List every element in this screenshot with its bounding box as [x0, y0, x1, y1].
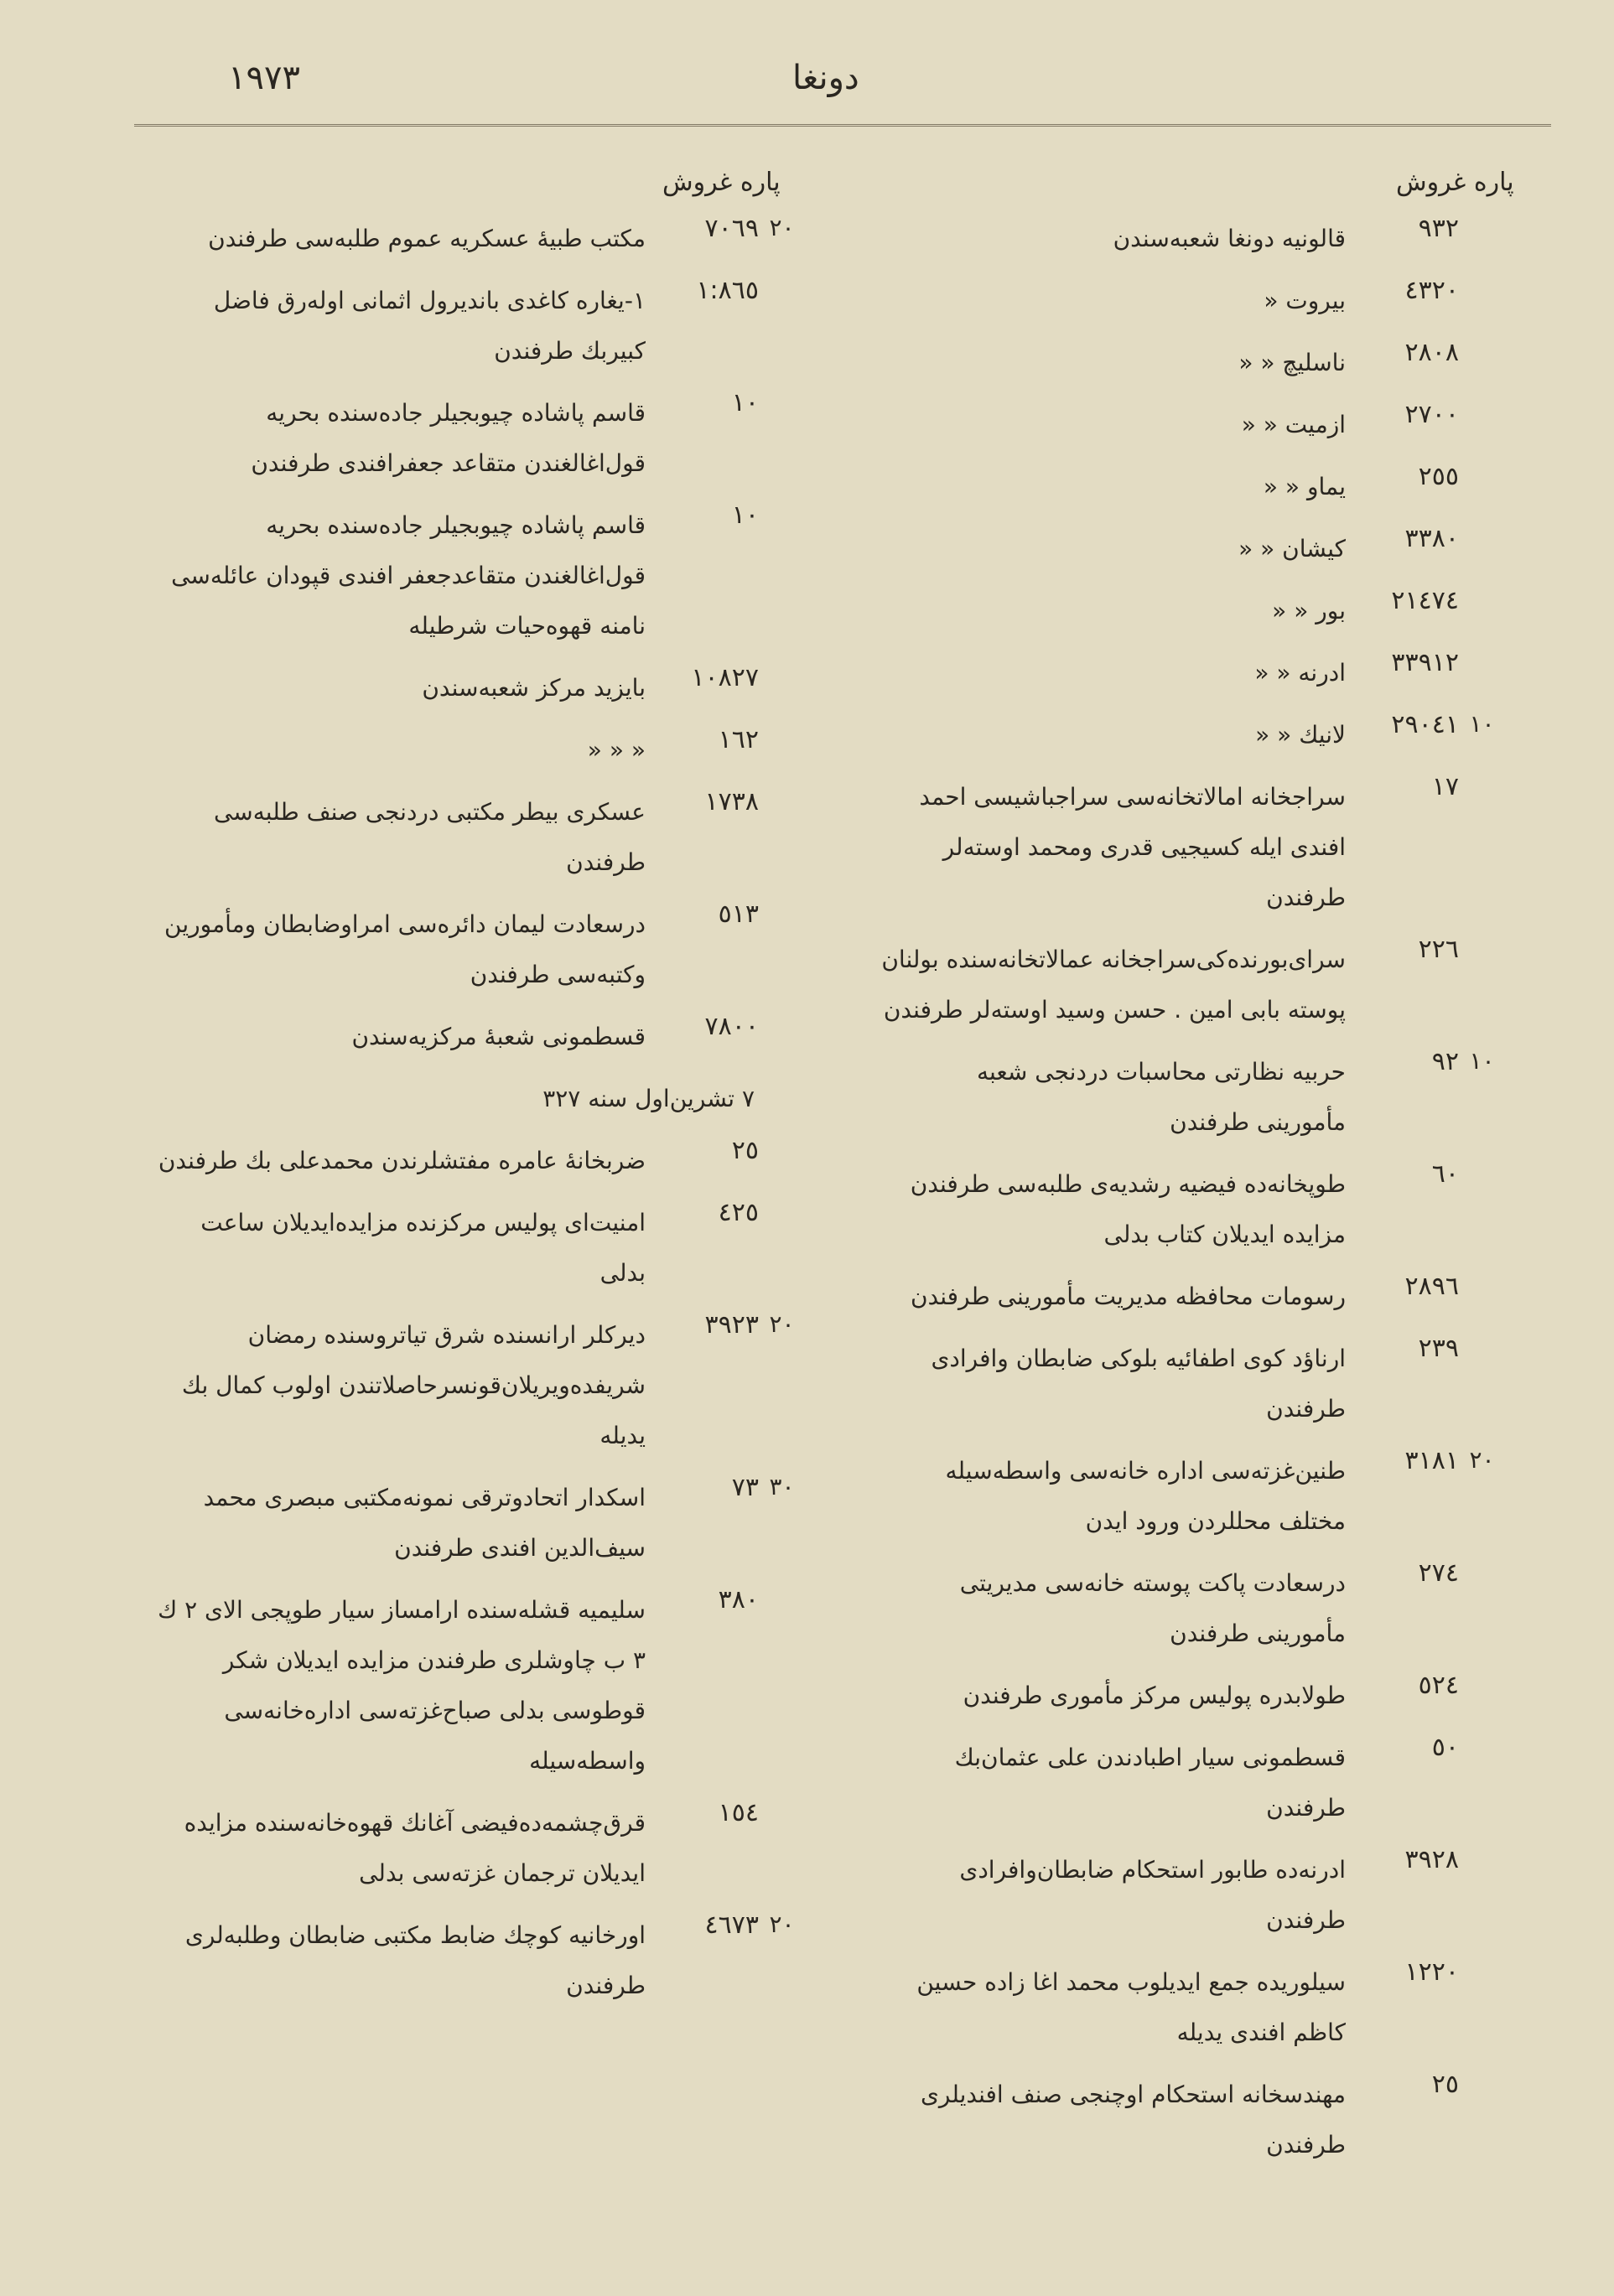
right-column-header: پاره غروش [1396, 168, 1514, 197]
entry-amount: ٤٦٧٣ [704, 1910, 759, 1940]
donation-entry [151, 1012, 805, 1062]
entry-amount: ١٦٢ [718, 725, 759, 754]
entry-para: ١٠ [1469, 1047, 1495, 1075]
entry-amount: ٣٣٨٠ [1404, 524, 1459, 553]
donation-entry [880, 462, 1505, 512]
donation-entry [880, 276, 1505, 326]
entry-text: مكتب طبيهٔ عسكريه عموم طلبه‌سی طرفندن [208, 225, 646, 252]
entry-text: بيروت « [1264, 287, 1346, 314]
donation-entry [151, 787, 805, 888]
page-title: دونغا [792, 59, 859, 97]
entry-amount: ٤٣٢٠ [1404, 276, 1459, 305]
entry-text: كيشان « « [1238, 535, 1346, 562]
donation-entry [880, 1558, 1505, 1659]
donation-entry [880, 400, 1505, 450]
entry-para: ٢٠ [1469, 1446, 1495, 1474]
entry-amount: ١٠ [731, 500, 759, 530]
entry-text: قرق‌چشمه‌ده‌فيضی آغانك قهوه‌خانه‌سنده مزايده ايديلان ترجمان غزته‌سی بدلی [184, 1809, 646, 1887]
donation-entry [880, 524, 1505, 574]
entry-amount: ٢١٤٧٤ [1391, 586, 1459, 615]
entry-para: ٢٠ [769, 1910, 795, 1938]
donation-entry [880, 710, 1505, 760]
entry-amount: ١٧ [1431, 772, 1459, 801]
donation-entry [151, 899, 805, 1000]
donation-entry [880, 338, 1505, 388]
entry-amount: ٥٢٤ [1418, 1671, 1459, 1700]
left-column-header: پاره غروش [662, 168, 781, 197]
entry-para: ١٠ [1469, 710, 1495, 738]
donation-entry [151, 214, 805, 264]
page-number: ١٩٧٣ [228, 59, 300, 97]
entry-text: طولابدره پوليس مركز مأموری طرفندن [963, 1682, 1346, 1709]
entry-text: يماو « « [1263, 473, 1346, 500]
donation-entry [880, 1334, 1505, 1434]
entry-amount: ٤٢٥ [718, 1198, 759, 1227]
donation-entry [880, 772, 1505, 923]
entry-amount: ٢٧٤ [1418, 1558, 1459, 1588]
entry-text: سليميه قشله‌سنده ارامساز سيار طوپجی الای ٢ ك ٣ ب چاوشلری طرفندن مزايده ايديلان شكر قوطوسی بدلی صباح‌غزته‌سی اداره‌خانه‌سی واسطه‌سيله [158, 1596, 646, 1775]
header-divider [134, 124, 1551, 138]
donation-entry [880, 1845, 1505, 1946]
entry-amount: ٢٢٦ [1418, 935, 1459, 964]
entry-text: ديركلر ارانسنده شرق تياتروسنده رمضان شريفده‌ويريلان‌قونسرحاصلاتندن اولوب كمال بك يديله [181, 1321, 646, 1449]
entry-amount: ٧٨٠٠ [704, 1012, 759, 1041]
entry-text: ادرنه « « [1254, 659, 1346, 687]
donation-entry [880, 1733, 1505, 1833]
entry-text: ازميت « « [1241, 411, 1346, 438]
entry-amount: ٢٨٠٨ [1404, 338, 1459, 367]
entry-amount: ٩٢ [1431, 1047, 1459, 1076]
entry-text: اورخانيه كوچك ضابط مكتبی ضابطان وطلبه‌لری طرفندن [184, 1921, 646, 1999]
entry-text: بور « « [1272, 597, 1346, 625]
donation-entry [880, 1159, 1505, 1260]
donation-entry [880, 648, 1505, 698]
entry-amount: ٢٧٠٠ [1404, 400, 1459, 429]
donation-entry [880, 214, 1505, 264]
entry-amount: ٥١٣ [718, 899, 759, 929]
entry-para: ٣٠ [769, 1473, 795, 1500]
entry-text: درسعادت ليمان دائره‌سی امراوضابطان ومأمورين وكتبه‌سی طرفندن [164, 910, 646, 988]
entry-text: حربيه نظارتی محاسبات دردنجی شعبه مأمورينی طرفندن [976, 1058, 1346, 1136]
entry-amount: ٣٨٠ [718, 1585, 759, 1614]
entry-text: طوپخانه‌ده فيضيه رشديه‌ی طلبه‌سی طرفندن مزايده ايديلان كتاب بدلی [910, 1170, 1346, 1248]
entry-amount: ٣٩٢٣ [704, 1310, 759, 1340]
donation-entry [880, 1272, 1505, 1322]
donation-entry [151, 1585, 805, 1786]
donation-entry [151, 500, 805, 651]
entry-text: مهندسخانه استحكام اوچنجی صنف افنديلری طرفندن [920, 2081, 1346, 2159]
entry-text: ارناؤد كوی اطفائيه بلوكی ضابطان وافرادی طرفندن [931, 1345, 1346, 1423]
entry-amount: ٢٩٠٤١ [1391, 710, 1459, 739]
entry-amount: ٣٩٢٨ [1404, 1845, 1459, 1874]
entry-text: امنيت‌ای پوليس مركزنده مزايده‌ايديلان ساعت بدلی [200, 1209, 646, 1287]
left-column [151, 214, 805, 2023]
entry-text: قسطمونی شعبهٔ مركزيه‌سندن [351, 1023, 646, 1050]
donation-entry [151, 276, 805, 376]
entry-amount: ١٠ [731, 388, 759, 417]
donation-entry [151, 1136, 805, 1186]
entry-text: لانيك « « [1255, 721, 1346, 749]
donation-entry [880, 1957, 1505, 2058]
donation-entry [151, 725, 805, 775]
donation-entry [151, 388, 805, 489]
entry-text: قسطمونی سيار اطبادندن علی عثمان‌بك طرفندن [954, 1744, 1346, 1822]
entry-amount: ١٧٣٨ [704, 787, 759, 816]
entry-text: ناسليچ « « [1238, 349, 1346, 376]
entry-para: ٢٠ [769, 1310, 795, 1338]
entry-amount: ١٠٨٢٧ [691, 663, 759, 692]
donation-entry [151, 1910, 805, 2011]
entry-para: ٢٠ [769, 214, 795, 241]
entry-amount: ١٢٢٠ [1404, 1957, 1459, 1987]
donation-entry [151, 1473, 805, 1573]
entry-amount: ٢٥٥ [1418, 462, 1459, 491]
donation-entry [151, 1798, 805, 1899]
entry-text: سرای‌بورنده‌كی‌سراجخانه عمالاتخانه‌سنده بولنان پوسته بابی امين . حسن وسيد اوسته‌لر طرفندن [881, 946, 1346, 1024]
donation-entry [880, 935, 1505, 1035]
entry-text: بايزيد مركز شعبه‌سندن [422, 674, 646, 702]
entry-text: ٧ تشرين‌اول سنه ٣٢٧ [542, 1085, 755, 1112]
entry-text: قاسم پاشاده چيوبجيلر جاده‌سنده بحريه قول‌اغالغندن متقاعدجعفر افندی قپودان عائله‌سی نامنه قهوه‌حيات شرطيله [171, 511, 646, 640]
entry-amount: ٢٨٩٦ [1404, 1272, 1459, 1301]
entry-text: طنين‌غزته‌سی اداره خانه‌سی واسطه‌سيله مختلف محللردن ورود ايدن [945, 1457, 1346, 1535]
entry-text: ادرنه‌ده طابور استحكام ضابطان‌وافرادی طرفندن [959, 1856, 1346, 1934]
entry-text: ١-يغاره كاغدی بانديرول اثمانی اوله‌رق فاضل كبيربك طرفندن [213, 287, 646, 365]
entry-amount: ٦٠ [1431, 1159, 1459, 1189]
entry-amount: ٧٣ [731, 1473, 759, 1502]
entry-amount: ٣٣٩١٢ [1391, 648, 1459, 677]
donation-entry [880, 1047, 1505, 1148]
entry-text: درسعادت پاكت پوسته خانه‌سی مديريتی مأمورينی طرفندن [959, 1569, 1346, 1647]
donation-entry [880, 1671, 1505, 1721]
date-line [151, 1074, 805, 1124]
entry-text: عسكری بيطر مكتبی دردنجی صنف طلبه‌سی طرفندن [213, 798, 646, 876]
entry-text: « « « [587, 736, 646, 764]
entry-text: اسكدار اتحادوترقی نمونه‌مكتبی مبصری محمد سيف‌الدين افندی طرفندن [203, 1484, 646, 1562]
entry-text: ضربخانهٔ عامره مفتشلرندن محمدعلی بك طرفندن [158, 1147, 646, 1174]
entry-amount: ٧٠٦٩ [704, 214, 759, 243]
entry-text: قالونيه دونغا شعبه‌سندن [1113, 225, 1346, 252]
entry-text: سيلوريده جمع ايديلوب محمد اغا زاده حسين كاظم افندی يديله [916, 1968, 1346, 2046]
right-column [880, 214, 1505, 2182]
entry-amount: ٢٥ [731, 1136, 759, 1165]
entry-amount: ٩٣٢ [1418, 214, 1459, 243]
donation-entry [151, 663, 805, 713]
entry-amount: ٢٥ [1431, 2070, 1459, 2099]
donation-entry [151, 1198, 805, 1298]
entry-text: قاسم پاشاده چيوبجيلر جاده‌سنده بحريه قول‌اغالغندن متقاعد جعفرافندی طرفندن [251, 399, 646, 477]
donation-entry [151, 1310, 805, 1461]
entry-text: سراجخانه امالاتخانه‌سی سراجباشيسی احمد افندی ايله كسيجيی قدری ومحمد اوسته‌لر طرفندن [919, 783, 1346, 911]
entry-amount: ٥٠ [1431, 1733, 1459, 1762]
donation-entry [880, 1446, 1505, 1547]
entry-text: رسومات محافظه مديريت مأمورينی طرفندن [910, 1283, 1346, 1310]
entry-amount: ١٥٤ [718, 1798, 759, 1827]
entry-amount: ٣١٨١ [1404, 1446, 1459, 1475]
entry-amount: ١:٨٦٥ [696, 276, 759, 305]
entry-amount: ٢٣٩ [1418, 1334, 1459, 1363]
donation-entry [880, 2070, 1505, 2170]
donation-entry [880, 586, 1505, 636]
